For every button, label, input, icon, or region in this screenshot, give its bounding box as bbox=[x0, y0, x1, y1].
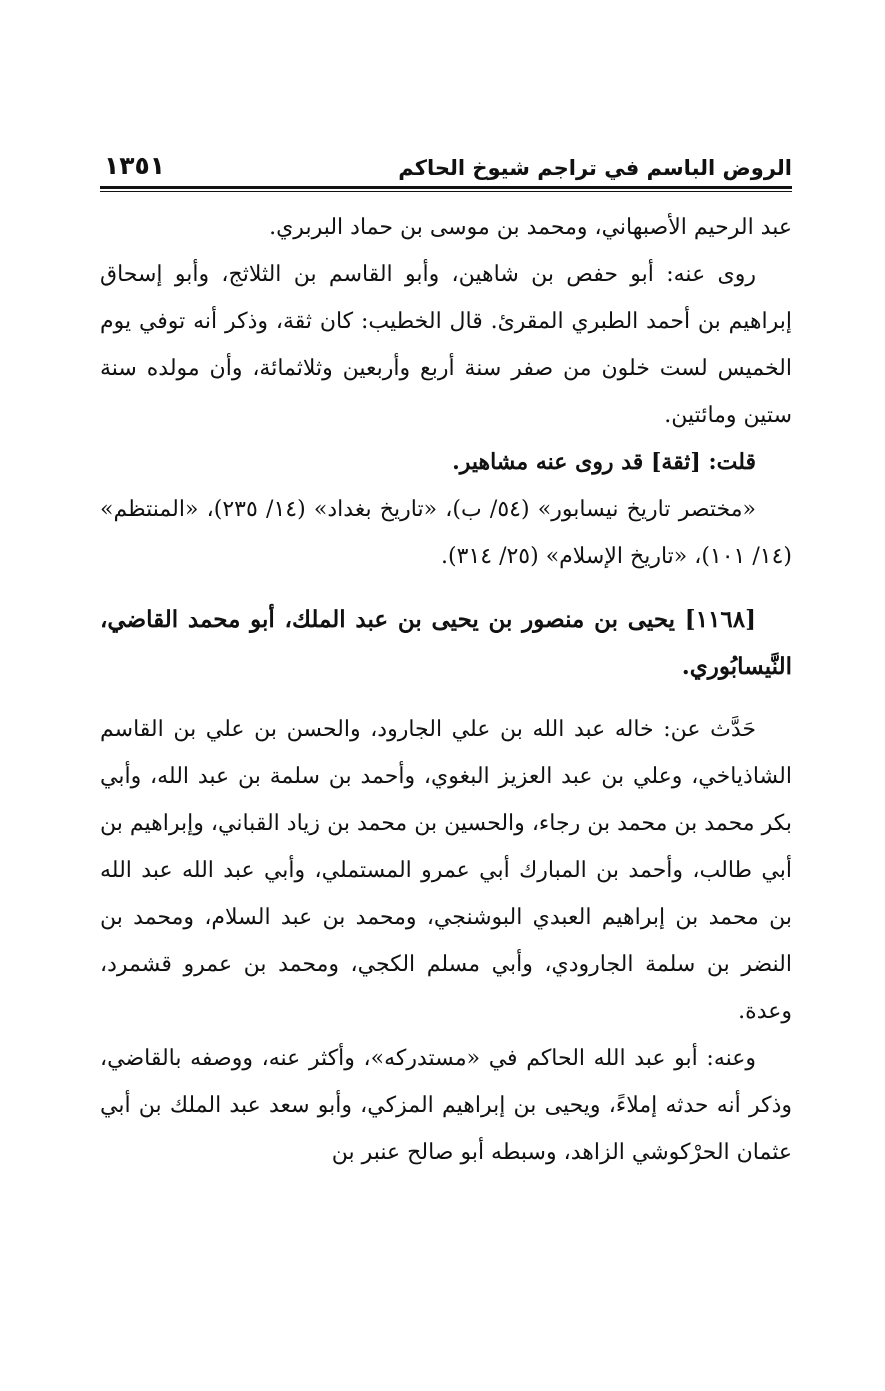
book-page bbox=[100, 140, 792, 1176]
page-header bbox=[100, 140, 792, 180]
paragraph-continuation: عبد الرحيم الأصبهاني، ومحمد بن موسى بن حماد البربري. bbox=[269, 215, 792, 240]
page-number: ١٣٥١ bbox=[104, 151, 166, 180]
paragraph-verdict: قلت: [ثقة] قد روى عنه مشاهير. bbox=[452, 449, 756, 475]
paragraph-sources: «مختصر تاريخ نيسابور» (٥٤/ ب)، «تاريخ بغداد» (١٤/ ٢٣٥)، «المنتظم» (١٤/ ١٠١)، «تاريخ الإسلام» (٢٥/ ٣١٤). bbox=[100, 497, 792, 569]
header-rule-thin bbox=[100, 191, 792, 192]
paragraph-teachers: حَدَّث عن: خاله عبد الله بن علي الجارود، والحسن بن علي بن القاسم الشاذياخي، وعلي بن عبد العزيز البغوي، وأحمد بن سلمة بن عبد الله، وأبي بكر محمد بن محمد بن رجاء، والحسين بن محمد بن زياد القباني، وإبراهيم بن أبي طالب، وأحمد بن المبارك أبي عمرو المستملي، وأبي عبد الله عبد الله بن محمد بن إبراهيم العبدي البوشنجي، ومحمد بن عبد السلام، ومحمد بن النضر بن سلمة الجارودي، وأبي مسلم الكجي، ومحمد بن عمرو قشمرد، وعدة. bbox=[100, 717, 792, 1024]
page-body bbox=[100, 204, 792, 1176]
entry-title: [١١٦٨] يحيى بن منصور بن يحيى بن عبد الملك، أبو محمد القاضي، النَّيسابُوري. bbox=[100, 606, 792, 680]
paragraph-students: وعنه: أبو عبد الله الحاكم في «مستدركه»، وأكثر عنه، ووصفه بالقاضي، وذكر أنه حدثه إملاءً، ويحيى بن إبراهيم المزكي، وأبو سعد عبد الملك بن أبي عثمان الحرْكوشي الزاهد، وسبطه أبو صالح عنبر بن bbox=[100, 1046, 792, 1165]
paragraph-narrators: روى عنه: أبو حفص بن شاهين، وأبو القاسم بن الثلاثج، وأبو إسحاق إبراهيم بن أحمد الطبري المقرئ. قال الخطيب: كان ثقة، وذكر أنه توفي يوم الخميس لست خلون من صفر سنة أربع وأربعين وثلاثمائة، وأن مولده سنة ستين ومائتين. bbox=[100, 262, 792, 428]
header-rule-thick bbox=[100, 186, 792, 189]
running-title: الروض الباسم في تراجم شيوخ الحاكم bbox=[398, 156, 792, 180]
